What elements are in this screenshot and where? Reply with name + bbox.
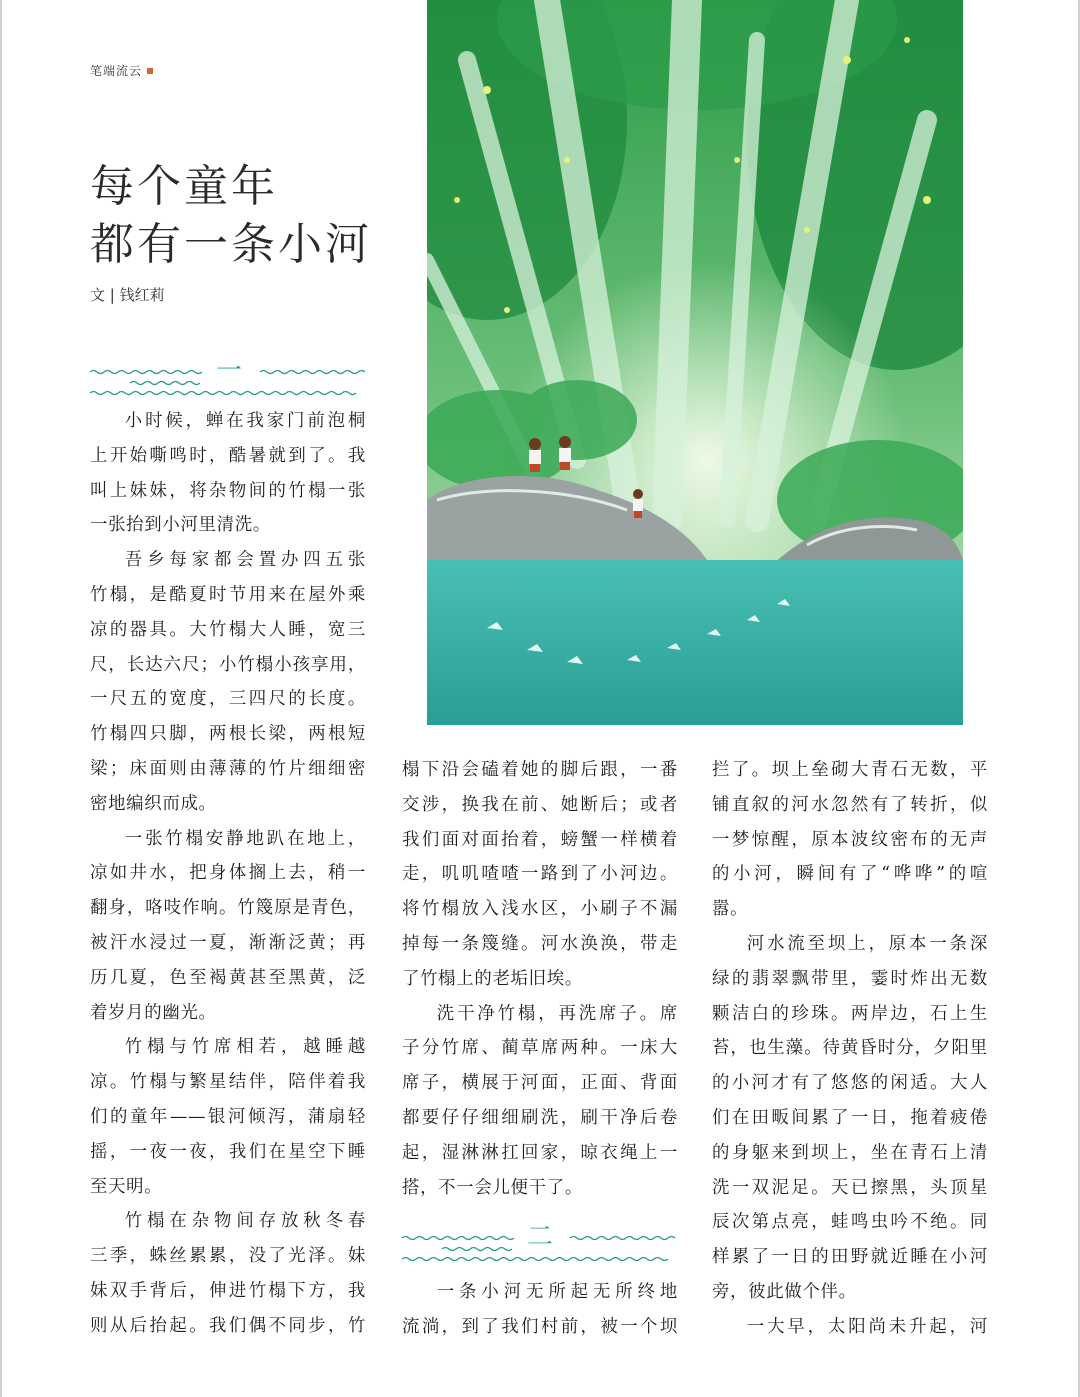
text-line: 摇，一夜一夜，我们在星空下睡: [90, 1141, 366, 1162]
page-edge-left: [0, 0, 2, 1397]
column-label: [90, 62, 153, 79]
text-line: 一张抬到小河里清洗。: [90, 515, 271, 536]
section-divider-2: [402, 1222, 678, 1264]
text-line: 将竹榻放入浅水区，小刷子不漏: [402, 899, 678, 920]
body-column-middle-bottom: [402, 1275, 678, 1345]
section-number-1: 一: [215, 356, 242, 386]
text-line: 辰次第点亮，蛙鸣虫吟不绝。同: [712, 1212, 988, 1233]
text-line: 我们面对面抬着，螃蟹一样横着: [402, 829, 678, 850]
text-line: 吾乡每家都会置办四五张: [124, 550, 366, 571]
text-line: 叫上妹妹，将杂物间的竹榻一张: [90, 480, 366, 501]
text-line: 绿的翡翠飘带里，霎时炸出无数: [712, 968, 988, 989]
text-line: 搭，不一会儿便干了。: [402, 1177, 583, 1198]
text-line: 竹榻四只脚，两根长梁，两根短: [90, 724, 366, 745]
section-divider-1: [90, 356, 368, 398]
text-line: 凉。竹榻与繁星结伴，陪伴着我: [90, 1072, 366, 1093]
text-line: 上开始嘶鸣时，酷暑就到了。我: [90, 445, 366, 466]
text-line: 三季，蛛丝累累，没了光泽。妹: [90, 1246, 366, 1267]
text-line: 竹榻在杂物间存放秋冬春: [124, 1211, 366, 1232]
text-line: 尺，长达六尺；小竹榻小孩享用，: [90, 654, 366, 675]
text-line: 则从后抬起。我们偶不同步，竹: [90, 1315, 366, 1336]
title-line-2: 都有一条小河: [90, 219, 372, 270]
text-line: 交涉，换我在前、她断后；或者: [402, 794, 678, 815]
text-line: 了竹榻上的老垢旧埃。: [402, 968, 583, 989]
text-line: 的小河才有了悠悠的闲适。大人: [712, 1073, 988, 1094]
text-line: 洗一双泥足。天已擦黑，头顶星: [712, 1177, 988, 1198]
text-line: 都要仔仔细细刷洗，刷干净后卷: [402, 1107, 678, 1128]
text-line: 掉每一条篾缝。河水涣涣，带走: [402, 933, 678, 954]
text-line: 子分竹席、蔺草席两种。一床大: [402, 1038, 678, 1059]
text-line: 凉如井水，把身体搁上去，稍一: [90, 863, 366, 884]
text-line: 铺直叙的河水忽然有了转折，似: [712, 794, 988, 815]
byline: 文 | 钱红莉: [90, 286, 165, 304]
text-line: 妹双手背后，伸进竹榻下方，我: [90, 1280, 366, 1301]
text-line: 洗干净竹榻，再洗席子。席: [436, 1003, 678, 1024]
text-line: 们在田畈间累了一日，拖着疲倦: [712, 1107, 988, 1128]
text-line: 竹榻与竹席相若，越睡越: [124, 1037, 366, 1058]
text-line: 梁；床面则由薄薄的竹片细细密: [90, 758, 366, 779]
orange-square-icon: [147, 68, 153, 74]
column-label-text: 笔端流云: [90, 64, 143, 78]
section-number-2: 二: [526, 1222, 553, 1252]
text-line: 翻身，咯吱作响。竹篾原是青色，: [90, 898, 366, 919]
title-line-1: 每个童年: [90, 161, 278, 212]
article-title: [90, 158, 372, 274]
text-line: 一张竹榻安静地趴在地上，: [124, 828, 366, 849]
text-line: 一梦惊醒，原本波纹密布的无声: [712, 829, 988, 850]
text-line: 的身躯来到坝上，坐在青石上清: [712, 1142, 988, 1163]
river-forest-illustration: [427, 0, 963, 725]
text-line: 席子，横展于河面，正面、背面: [402, 1073, 678, 1094]
text-line: 历几夏，色至褐黄甚至黑黄，泛: [90, 967, 366, 988]
text-line: 嚣。: [712, 899, 749, 920]
text-line: 样累了一日的田野就近睡在小河: [712, 1247, 988, 1268]
text-line: 被汗水浸过一夏，渐渐泛黄；再: [90, 932, 366, 953]
text-line: 至天明。: [90, 1176, 163, 1197]
text-line: 流淌，到了我们村前，被一个坝: [402, 1316, 678, 1337]
text-line: 走，叽叽喳喳一路到了小河边。: [402, 864, 678, 885]
body-column-right: [712, 753, 988, 1345]
text-line: 密地编织而成。: [90, 793, 217, 814]
text-line: 旁，彼此做个伴。: [712, 1281, 857, 1302]
text-line: 竹榻，是酷夏时节用来在屋外乘: [90, 584, 366, 605]
text-line: 小时候，蝉在我家门前泡桐: [124, 411, 366, 431]
text-line: 河水流至坝上，原本一条深: [746, 933, 988, 954]
text-line: 颗洁白的珍珠。两岸边，石上生: [712, 1003, 988, 1024]
text-line: 凉的器具。大竹榻大人睡，宽三: [90, 619, 366, 640]
text-line: 一条小河无所起无所终地: [436, 1282, 678, 1302]
text-line: 起，湿淋淋扛回家，晾衣绳上一: [402, 1142, 678, 1163]
body-column-left: [90, 404, 366, 1344]
text-line: 苔，也生藻。待黄昏时分，夕阳里: [712, 1038, 988, 1059]
text-line: 的小河，瞬间有了“哗哗”的喧: [712, 864, 988, 885]
text-line: 一大早，太阳尚未升起，河: [746, 1316, 988, 1337]
text-line: 们的童年——银河倾泻，蒲扇轻: [90, 1106, 366, 1127]
body-column-middle-top: [402, 753, 678, 1205]
text-line: 拦了。坝上垒砌大青石无数，平: [712, 760, 988, 780]
text-line: 着岁月的幽光。: [90, 1002, 217, 1023]
text-line: 一尺五的宽度，三四尺的长度。: [90, 689, 366, 710]
text-line: 榻下沿会磕着她的脚后跟，一番: [402, 760, 678, 780]
